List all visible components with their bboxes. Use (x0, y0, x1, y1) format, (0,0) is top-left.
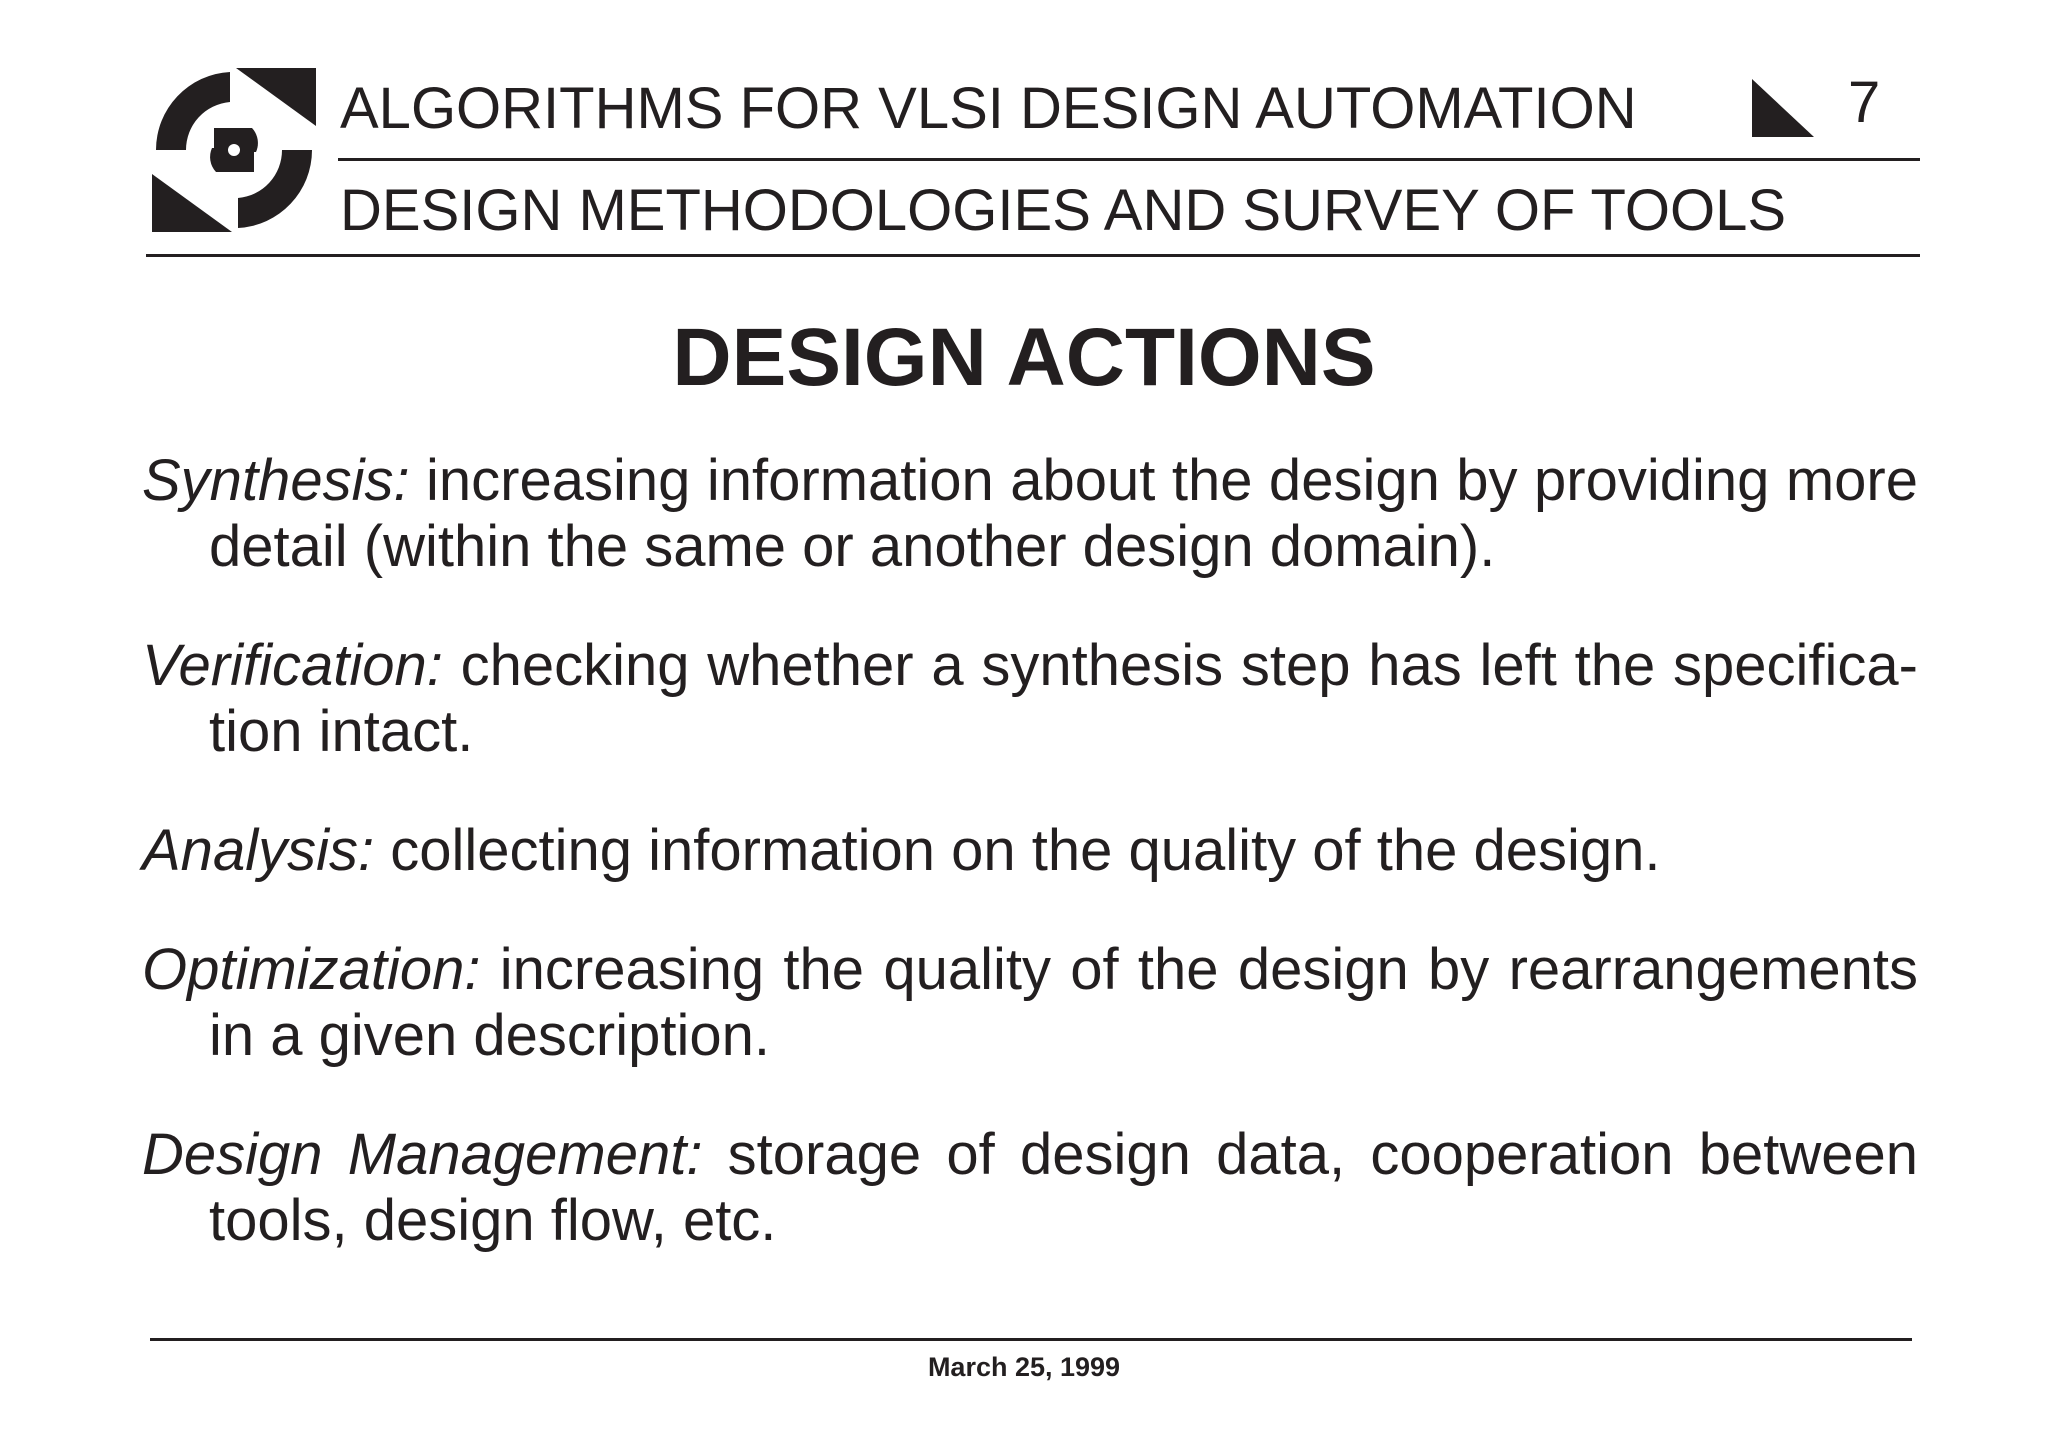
term-synthesis: Synthesis: (142, 448, 410, 513)
corner-triangle-icon (1752, 79, 1814, 137)
definition-analysis: collecting information on the quality of the design. (374, 818, 1661, 883)
header-divider (338, 158, 1920, 161)
footer-date: March 25, 1999 (927, 1352, 1121, 1382)
section-title: DESIGN METHODOLOGIES AND SURVEY OF TOOLS (340, 178, 1787, 243)
definition-list (142, 448, 1918, 1307)
definition-item-optimization (142, 937, 1918, 1069)
course-title: ALGORITHMS FOR VLSI DESIGN AUTOMATION (340, 76, 1637, 141)
term-optimization: Optimization: (142, 937, 481, 1002)
definition-synthesis: increasing information about the design by providing more detail (within the same or another design domain). (209, 448, 1918, 579)
definition-verification: checking whether a synthesis step has left the specifica-tion intact. (209, 633, 1918, 764)
definition-optimization: increasing the quality of the design by rearrangements in a given description. (209, 937, 1918, 1068)
page-number: 7 (1848, 70, 1881, 135)
slide-title: DESIGN ACTIONS (672, 312, 1376, 403)
footer-divider (150, 1338, 1912, 1341)
term-verification: Verification: (142, 633, 443, 698)
definition-item-verification (142, 633, 1918, 765)
term-design-management: Design Management: (142, 1122, 703, 1187)
term-analysis: Analysis: (142, 818, 375, 883)
course-logo-icon (152, 68, 316, 232)
definition-item-analysis (142, 818, 1918, 884)
definition-item-design-management (142, 1122, 1918, 1254)
definition-design-management: storage of design data, cooperation between tools, design flow, etc. (209, 1122, 1918, 1253)
header-bottom-divider (146, 254, 1920, 257)
definition-item-synthesis (142, 448, 1918, 580)
